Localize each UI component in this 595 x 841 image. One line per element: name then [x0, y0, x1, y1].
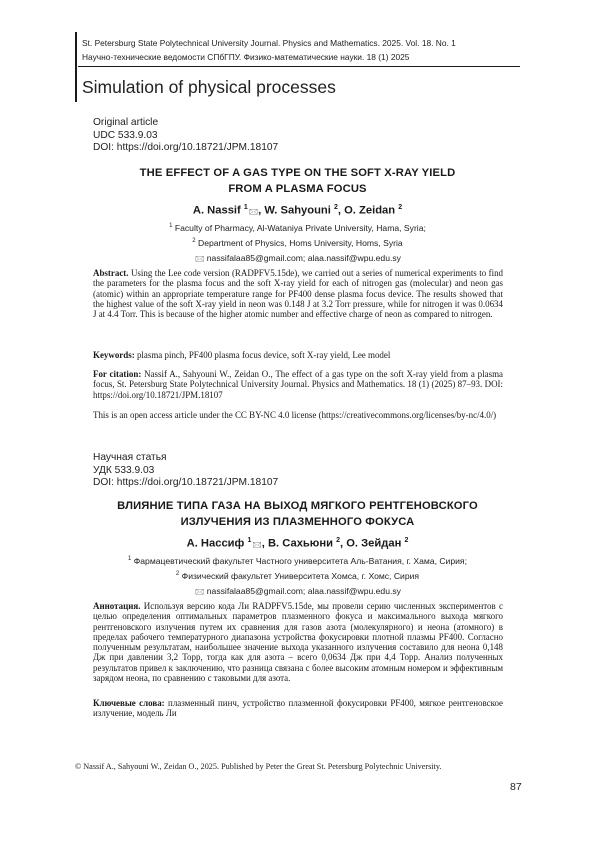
ru-keywords	[93, 698, 503, 719]
citation-label: For citation:	[93, 369, 142, 379]
en-license	[93, 410, 503, 420]
journal-title-ru: Научно-технические ведомости СПбГПУ. Физико-математические науки. 18 (1) 2025	[82, 52, 410, 62]
abstract-text: Используя версию кода Ли RADPFV5.15de, мы провели серию численных экспериментов с целью определения оптимальных параметров плазменного фокуса и максимального выхода мягкого рентгеновского излучения путем их сравнения для газов азота (молекулярного) и неона (атомного) в пределах рабочего температурного диапазона устройства фокусировки плотной плазмы PF400. Согласно полученным результатам, наибольшее значение выхода указанного излучения составило для неона 0,148 Дж при давлении 3,2 Торр, тогда как для азота – всего 0,0634 Дж при 4,4 Торр. Анализ полученных результатов привел к заключению, что разница связана с более высоким атомным номером и эффективным зарядом неона, по сравнению с таковыми для азота.	[93, 601, 504, 684]
aff-sup: 2	[175, 571, 180, 578]
keywords-text: plasma pinch, PF400 plasma focus device, soft X-ray yield, Lee model	[136, 350, 391, 360]
en-keywords	[93, 350, 503, 360]
author-sup: 2	[336, 537, 341, 544]
author-name: A. Nassif	[192, 204, 241, 217]
en-affiliation-1	[70, 223, 525, 233]
ru-affiliation-2	[70, 571, 525, 581]
copyright: © Nassif A., Sahyouni W., Zeidan O., 2025. Published by Peter the Great St. Petersburg Polytechnic University.	[75, 762, 442, 771]
article-type: Научная статья	[93, 452, 167, 463]
aff-text: Faculty of Pharmacy, Al-Wataniya Private University, Hama, Syria;	[174, 223, 426, 233]
citation-text: Nassif A., Sahyouni W., Zeidan O., The effect of a gas type on the soft X-ray yield from a plasma focus, St. Petersburg State Polytechnical University Journal. Physics and Mathematics. 18 (1) (2025) 87–93. DOI: https://doi.org/10.18721/JPM.18107	[93, 369, 503, 400]
en-title	[70, 166, 525, 197]
keywords-label: Keywords:	[93, 350, 135, 360]
en-abstract	[93, 268, 503, 319]
ru-authors: А. Нассиф $^1$🖂, В. Сахьюни $^2$, О. Зейдан $^2$	[70, 537, 525, 553]
aff-text: Department of Physics, Homs University, Homs, Syria	[198, 238, 403, 248]
abstract-label: Abstract.	[93, 268, 129, 278]
keywords-label: Ключевые слова:	[93, 698, 165, 708]
author-name: А. Нассиф	[186, 537, 245, 550]
header-rule	[75, 32, 77, 102]
article-type: Original article	[93, 117, 159, 128]
aff-sup: 1	[169, 223, 173, 230]
udc: UDC 533.9.03	[93, 129, 158, 141]
author-name: W. Sahyouni	[264, 204, 331, 217]
email-text: nassifalaa85@gmail.com; alaa.nassif@wpu.edu.sy	[206, 253, 401, 263]
ru-title	[70, 499, 525, 530]
envelope-icon: 🖂	[195, 587, 205, 596]
en-meta	[93, 117, 278, 155]
envelope-icon: 🖂	[248, 206, 259, 216]
author-sup: 1	[247, 537, 252, 544]
author-name: В. Сахьюни	[267, 537, 333, 550]
en-authors: A. Nassif $^1$🖂, W. Sahyouni $^2$, O. Zeidan $^2$	[70, 204, 525, 220]
en-affiliation-2	[70, 238, 525, 248]
envelope-icon: 🖂	[195, 254, 205, 263]
author-name: O. Zeidan	[344, 204, 396, 217]
section-title: Simulation of physical processes	[82, 77, 336, 97]
header-divider	[78, 66, 520, 67]
author-name: О. Зейдан	[346, 537, 402, 550]
en-email	[70, 253, 525, 267]
udc: УДК 533.9.03	[93, 464, 155, 476]
author-sup: 1	[243, 204, 248, 211]
ru-meta	[93, 452, 278, 490]
aff-text: Физический факультет Университета Хомса, г. Хомс, Сирия	[181, 571, 420, 581]
journal-title-en: St. Petersburg State Polytechnical University Journal. Physics and Mathematics. 2025. Vol. 18. No. 1	[82, 38, 456, 48]
ru-title-line2: ИЗЛУЧЕНИЯ ИЗ ПЛАЗМЕННОГО ФОКУСА	[180, 515, 415, 528]
page-number: 87	[510, 781, 522, 793]
keywords-text: плазменный пинч, устройство плазменной фокусировки PF400, мягкое рентгеновское излучение, модель Ли	[93, 698, 504, 719]
license-text: This is an open access article under the CC BY-NC 4.0 license (https://creativecommons.org/licenses/by-nc/4.0/)	[93, 410, 497, 420]
ru-email	[70, 586, 525, 600]
envelope-icon: 🖂	[252, 539, 262, 549]
ru-abstract	[93, 601, 503, 683]
en-title-line2: FROM A PLASMA FOCUS	[228, 182, 367, 195]
aff-sup: 2	[192, 238, 196, 245]
aff-sup: 1	[128, 556, 132, 563]
doi: DOI: https://doi.org/10.18721/JPM.18107	[93, 142, 279, 154]
email-text: nassifalaa85@gmail.com; alaa.nassif@wpu.edu.sy	[206, 586, 401, 596]
author-sup: 2	[398, 204, 403, 211]
ru-title-line1: ВЛИЯНИЕ ТИПА ГАЗА НА ВЫХОД МЯГКОГО РЕНТГЕНОВСКОГО	[117, 500, 478, 512]
doi: DOI: https://doi.org/10.18721/JPM.18107	[93, 477, 279, 489]
en-title-line1: THE EFFECT OF A GAS TYPE ON THE SOFT X-RAY YIELD	[139, 167, 456, 179]
ru-affiliation-1	[70, 556, 525, 566]
author-sup: 2	[404, 537, 409, 544]
abstract-text: Using the Lee code version (RADPFV5.15de), we carried out a series of numerical experiments to find the parameters for the plasma focus and the soft X-ray yield for each of nitrogen gas (molecular) and neon gas (atomic) within an appropriate temperature range for PF400 dense plasma focus device. The results showed that the highest value of the soft X-ray yield in neon was 0.148 J at 3.2 Torr pressure, while for nitrogen it was 0.0634 J at 4.4 Torr. This is because of the higher atomic number and effective charge of neon as compared to nitrogen.	[93, 268, 504, 320]
author-sup: 2	[333, 204, 338, 211]
aff-text: Фармацевтический факультет Частного университета Аль-Ватания, г. Хама, Сирия;	[133, 556, 467, 566]
abstract-label: Аннотация.	[93, 601, 141, 611]
en-citation	[93, 369, 503, 400]
